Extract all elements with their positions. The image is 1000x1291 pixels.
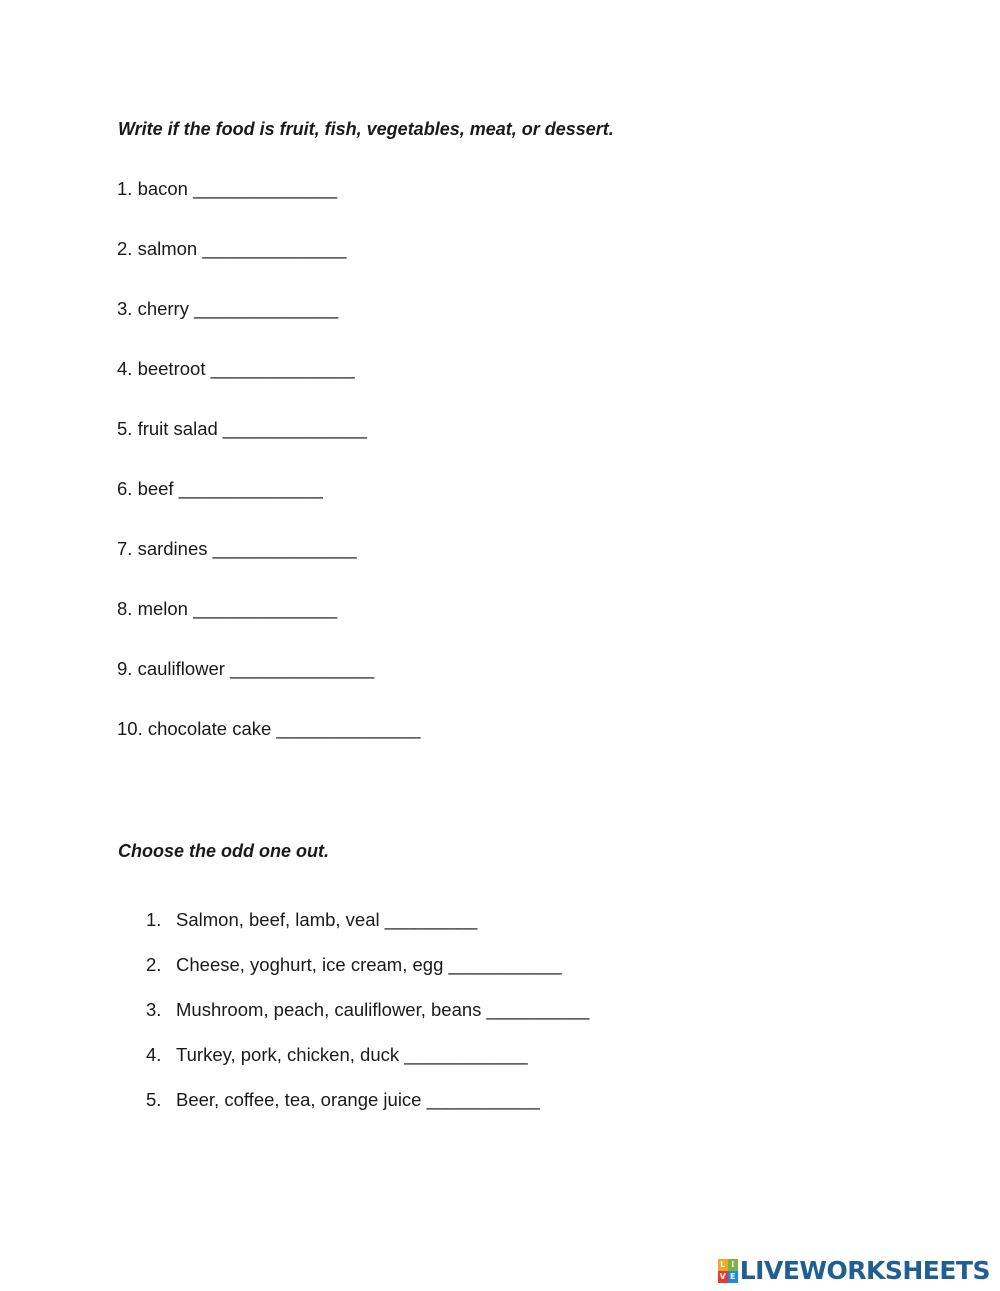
list-item: 3. cherry ______________ [117,298,339,319]
list-item [146,1044,589,1089]
logo-wordmark: LIVEWORKSHEETS [739,1256,990,1285]
item-text: Salmon, beef, lamb, veal _________ [176,909,478,930]
list-item: 6. beef ______________ [117,478,323,499]
logo-letter-i: I [728,1259,738,1271]
logo-letter-e: E [728,1271,738,1283]
list-item: 2. salmon ______________ [117,238,347,259]
item-text: Mushroom, peach, cauliflower, beans __________ [176,999,590,1020]
item-number: 4. [146,1044,162,1065]
list-item: 8. melon ______________ [117,598,338,619]
live-letters-icon [718,1259,738,1283]
list-item [146,954,589,999]
liveworksheets-logo [718,1257,990,1285]
list-item [146,909,589,954]
item-number: 5. [146,1089,162,1110]
list-item [146,1089,589,1134]
list-item: 10. chocolate cake ______________ [117,718,421,739]
list-item: 5. fruit salad ______________ [117,418,367,439]
section2-instruction: Choose the odd one out. [118,841,329,861]
section1-instruction: Write if the food is fruit, fish, vegetables, meat, or dessert. [118,119,614,139]
item-text: Beer, coffee, tea, orange juice ___________ [176,1089,540,1110]
list-item: 7. sardines ______________ [117,538,357,559]
list-item: 1. bacon ______________ [117,178,338,199]
list-item: 9. cauliflower ______________ [117,658,375,679]
list-item [146,999,589,1044]
item-number: 1. [146,909,162,930]
logo-letter-v: V [719,1272,726,1281]
item-text: Cheese, yoghurt, ice cream, egg ___________ [176,954,562,975]
food-category-list [117,178,420,778]
item-number: 3. [146,999,162,1020]
logo-letter-l: L [718,1259,728,1271]
odd-one-out-list [146,909,589,1134]
list-item: 4. beetroot ______________ [117,358,355,379]
item-text: Turkey, pork, chicken, duck ____________ [176,1044,528,1065]
item-number: 2. [146,954,162,975]
